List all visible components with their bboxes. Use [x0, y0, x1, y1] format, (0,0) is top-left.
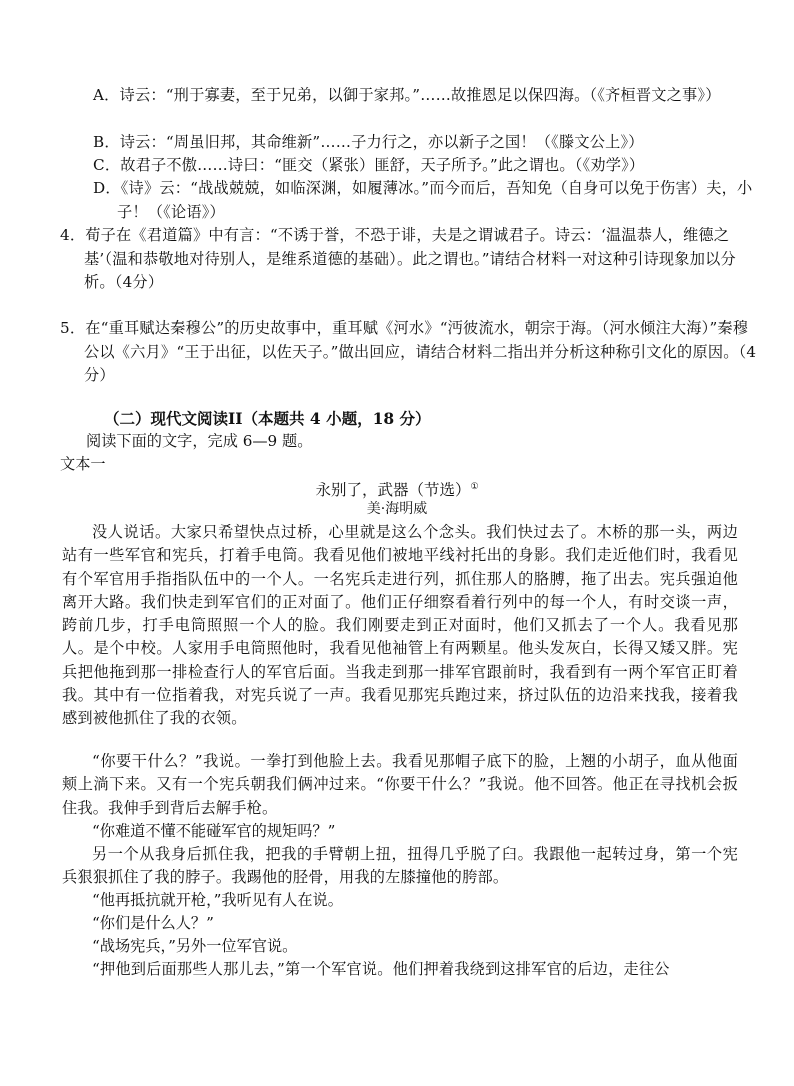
passage-paragraph-7: “战场宪兵，”另外一位军官说。	[92, 937, 298, 955]
passage-paragraph-1: 没人说话。大家只希望快点过桥，心里就是这么个念头。我们快过去了。木桥的那一头，两边站有一些军官和宪兵，打着手电筒。我看见他们被地平线衬托出的身影。我们走近他们时，我看见有个军官用手指指队伍中的一个人。一名宪兵走进行列，抓住那人的胳膊，拖了出去。宪兵强迫他离开大路。我们快走到军官们的正对面了。他们正仔细察看着行列中的每一个人，有时交谈一声，跨前几步，打手电筒照照一个人的脸。我们刚要走到正对面时，他们又抓去了一个人。我看见那人。是个中校。人家用手电筒照他时，我看见他袖管上有两颗星。他头发灰白，长得又矮又胖。宪兵把他拖到那一排检查行人的军官后面。当我走到那一排军官跟前时，我看到有一两个军官正盯着我。其中有一位指着我，对宪兵说了一声。我看见那宪兵跑过来，挤过队伍的边沿来找我，接着我感到被他抓住了我的衣领。	[62, 523, 738, 728]
question-5: 5．在“重耳赋达秦穆公”的历史故事中，重耳赋《河水》“沔彼流水，朝宗于海。（河水倾注大海）”秦穆公以《六月》“王于出征，以佐天子。”做出回应，请结合材料二指出并分析这种称引文化的原因。（4分）	[60, 319, 757, 384]
passage-paragraph-4: 另一个从我身后抓住我，把我的手臂朝上扭，扭得几乎脱了臼。我跟他一起转过身，第一个宪兵狠狠抓住了我的脖子。我踢他的胫骨，用我的左膝撞他的胯部。	[62, 845, 738, 887]
passage-paragraph-8: “押他到后面那些人那儿去，”第一个军官说。他们押着我绕到这排军官的后边，走往公	[92, 960, 670, 978]
passage-paragraph-2: “你要干什么？”我说。一拳打到他脸上去。我看见那帽子底下的脸，上翘的小胡子，血从他面颊上淌下来。又有一个宪兵朝我们俩冲过来。“你要干什么？”我说。他不回答。他正在寻找机会扳住我。我伸手到背后去解手枪。	[62, 752, 738, 817]
question-4: 4．荀子在《君道篇》中有言：“不诱于誉，不恐于诽，夫是之谓诚君子。诗云：‘温温恭人，维德之基’（温和恭敬地对待别人，是维系道德的基础）。此之谓也。”请结合材料一对这种引诗现象加以分析。（4分）	[60, 226, 736, 291]
text-label: 文本一	[60, 455, 106, 473]
passage-title: 永别了，武器（节选）①	[315, 481, 479, 500]
passage-paragraph-3: “你难道不懂不能碰军官的规矩吗？”	[92, 822, 336, 840]
option-c: C．故君子不傲……诗曰：“匪交（紧张）匪舒，天子所予。”此之谓也。（《劝学》）	[93, 156, 645, 174]
passage-paragraph-6: “你们是什么人？”	[92, 914, 214, 932]
option-a: A．诗云：“刑于寡妻，至于兄弟，以御于家邦。”……故推恩足以保四海。（《齐桓晋文之事》）	[93, 86, 721, 104]
passage-author: 美·海明威	[366, 501, 428, 517]
footnote-marker: ①	[470, 482, 479, 492]
option-b: B．诗云：“周虽旧邦，其命维新”……子力行之，亦以新子之国！（《滕文公上》）	[93, 133, 644, 151]
section-heading: （二）现代文阅读II（本题共 4 小题，18 分）	[104, 409, 431, 428]
passage-paragraph-5: “他再抵抗就开枪，”我听见有人在说。	[92, 891, 343, 909]
option-d: D．《诗》云：“战战兢兢，如临深渊，如履薄冰。”而今而后，吾知免（自身可以免于伤害）夫，小子！（《论语》）	[93, 179, 753, 221]
reading-instruction: 阅读下面的文字，完成 6—9 题。	[86, 432, 313, 450]
